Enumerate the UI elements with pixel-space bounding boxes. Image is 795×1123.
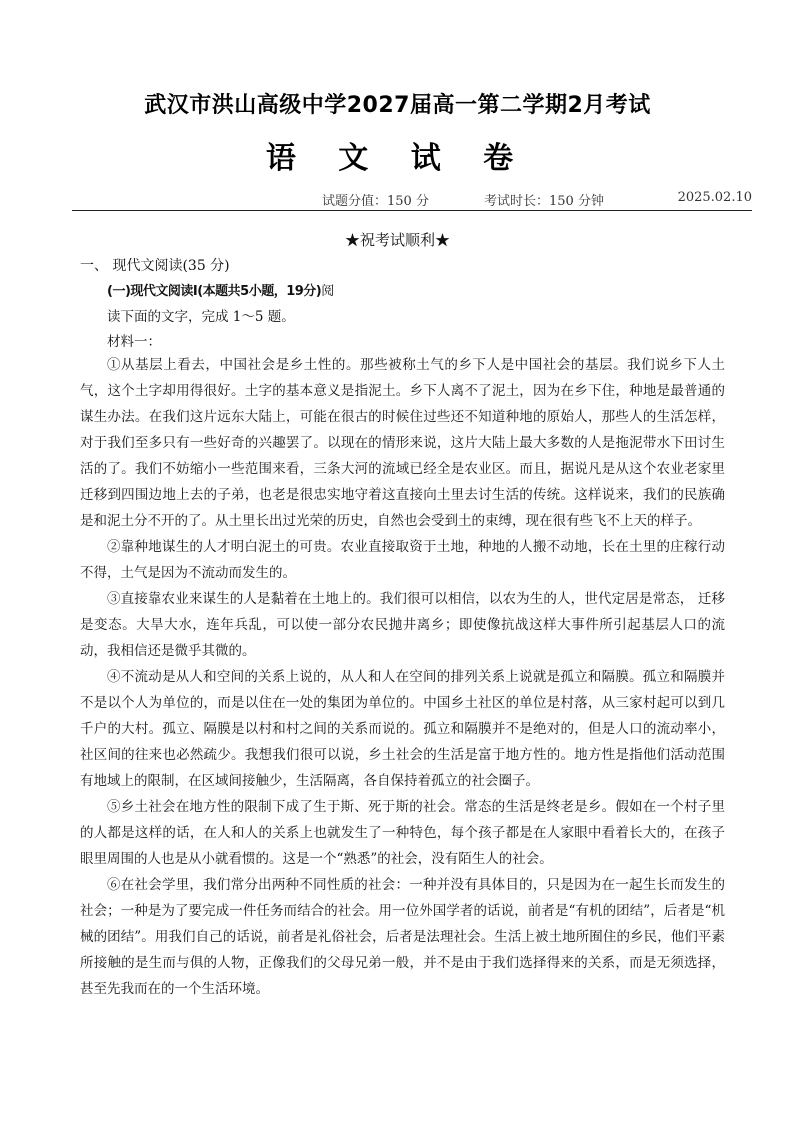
score-info: 试题分值：150 分 [322, 194, 429, 209]
exam-subtitle: 语 文 试 卷 [265, 141, 530, 176]
subsection-heading [107, 280, 334, 299]
passage-paragraph: ⑥在社会学里，我们常分出两种不同性质的社会：一种并没有具体目的，只是因为在一起生长而发生的社会；一种是为了要完成一件任务而结合的社会。用一位外国学者的话说，前者是“有机的团结”，后者是“机械的团结”。用我们自己的话说，前者是礼俗社会，后者是法理社会。生活上被土地所囿住的乡民，他们平素所接触的是生而与俱的人物，正像我们的父母兄弟一般，并不是由于我们选择得来的关系，而是无须选择，甚至先我而在的一个生活环境。 [80, 877, 725, 997]
subsection-heading-tail: 阅 [321, 284, 334, 299]
subsection-heading-text: (一)现代文阅读Ⅰ(本题共5小题，19分) [107, 284, 322, 299]
passage-paragraph: ①从基层上看去，中国社会是乡土性的。那些被称土气的乡下人是中国社会的基层。我们说乡下人土气，这个土字却用得很好。土字的基本意义是指泥土。乡下人离不了泥土，因为在乡下住，种地是最普通的谋生办法。在我们这片远东大陆上，可能在很古的时候住过些还不知道种地的原始人，那些人的生活怎样，对于我们至多只有一些好奇的兴趣罢了。以现在的情形来说，这片大陆上最大多数的人是拖泥带水下田讨生活的了。我们不妨缩小一些范围来看，三条大河的流域已经全是农业区。而且，据说凡是从这个农业老家里迁移到四围边地上去的子弟，也老是很忠实地守着这直接向土里去讨生活的传统。这样说来，我们的民族确是和泥土分不开的了。从土里长出过光荣的历史，自然也会受到土的束缚，现在很有些飞不上天的样子。 [80, 357, 725, 529]
passage-paragraph: ④不流动是从人和空间的关系上说的，从人和人在空间的排列关系上说就是孤立和隔膜。孤立和隔膜并不是以个人为单位的，而是以住在一处的集团为单位的。中国乡土社区的单位是村落，从三家村起可以到几千户的大村。孤立、隔膜是以村和村之间的关系而说的。孤立和隔膜并不是绝对的，但是人口的流动率小，社区间的往来也必然疏少。我想我们很可以说，乡土社会的生活是富于地方性的。地方性是指他们活动范围有地域上的限制，在区域间接触少，生活隔离，各自保持着孤立的社会圈子。 [80, 669, 725, 789]
exam-date: 2025.02.10 [677, 190, 752, 205]
passage-paragraph: ⑤乡土社会在地方性的限制下成了生于斯、死于斯的社会。常态的生活是终老是乡。假如在一个村子里的人都是这样的话，在人和人的关系上也就发生了一种特色，每个孩子都是在人家眼中看着长大的，在孩子眼里周围的人也是从小就看惯的。这是一个“熟悉”的社会，没有陌生人的社会。 [80, 799, 725, 867]
blessing-line: ★祝考试顺利★ [344, 231, 450, 249]
exam-meta-row [72, 190, 752, 211]
exam-title: 武汉市洪山高级中学2027届高一第二学期2月考试 [144, 93, 651, 118]
passage-paragraph: ③直接靠农业来谋生的人是黏着在土地上的。我们很可以相信，以农为生的人，世代定居是常态， 迁移是变态。大旱大水，连年兵乱，可以使一部分农民抛井离乡；即使像抗战这样大事件所引起基层人口的流动，我相信还是微乎其微的。 [80, 591, 725, 659]
time-info: 考试时长：150 分钟 [484, 194, 604, 209]
instruction-line: 读下面的文字，完成 1～5 题。 [107, 309, 295, 325]
material-label: 材料一： [107, 334, 161, 350]
section-heading: 一、 现代文阅读(35 分) [80, 258, 230, 274]
passage-body [80, 352, 725, 1002]
passage-paragraph: ②靠种地谋生的人才明白泥土的可贵。农业直接取资于土地，种地的人搬不动地，长在土里的庄稼行动不得，土气是因为不流动而发生的。 [80, 539, 725, 581]
